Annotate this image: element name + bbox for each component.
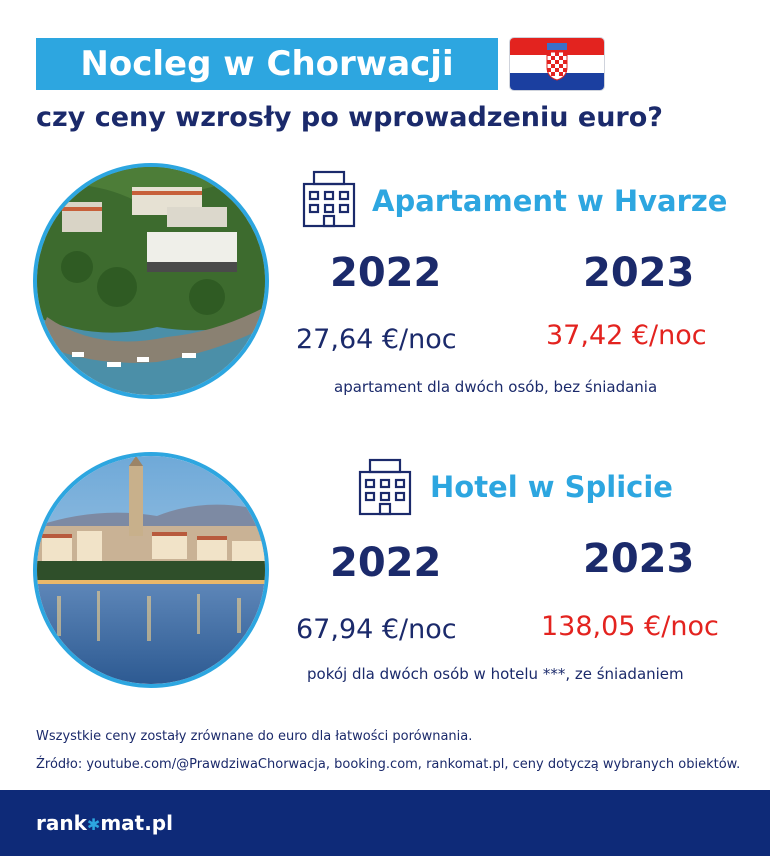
page-subtitle: czy ceny wzrosły po wprowadzeniu euro? bbox=[36, 102, 663, 133]
note-split: pokój dla dwóch osób w hotelu ***, ze śniadaniem bbox=[307, 665, 684, 683]
logo-text-right: mat.pl bbox=[100, 811, 173, 835]
star-icon: ✱ bbox=[86, 815, 101, 834]
split-photo bbox=[33, 452, 269, 688]
year-2023-hvar: 2023 bbox=[583, 250, 695, 296]
price-2023-hvar: 37,42 €/noc bbox=[546, 320, 707, 351]
rankomat-logo[interactable] bbox=[36, 811, 173, 835]
note-hvar: apartament dla dwóch osób, bez śniadania bbox=[334, 378, 658, 396]
logo-text-left: rank bbox=[36, 811, 87, 835]
price-2022-hvar: 27,64 €/noc bbox=[296, 324, 457, 355]
year-2023-split: 2023 bbox=[583, 536, 695, 582]
section-title-hvar: Apartament w Hvarze bbox=[372, 184, 728, 218]
coat-of-arms-icon bbox=[546, 43, 568, 81]
footnote-source: Źródło: youtube.com/@PrawdziwaChorwacja, booking.com, rankomat.pl, ceny dotyczą wybranych obiektów. bbox=[36, 757, 741, 772]
year-2022-hvar: 2022 bbox=[330, 250, 442, 296]
year-2022-split: 2022 bbox=[330, 540, 442, 586]
croatia-flag-icon bbox=[510, 38, 604, 90]
building-icon bbox=[300, 170, 358, 228]
section-title-split: Hotel w Splicie bbox=[430, 470, 673, 504]
page-title: Nocleg w Chorwacji bbox=[36, 38, 498, 90]
building-icon bbox=[356, 458, 414, 516]
hvar-photo bbox=[33, 163, 269, 399]
price-2022-split: 67,94 €/noc bbox=[296, 614, 457, 645]
price-2023-split: 138,05 €/noc bbox=[541, 611, 719, 642]
footnote-currency: Wszystkie ceny zostały zrównane do euro dla łatwości porównania. bbox=[36, 729, 473, 744]
